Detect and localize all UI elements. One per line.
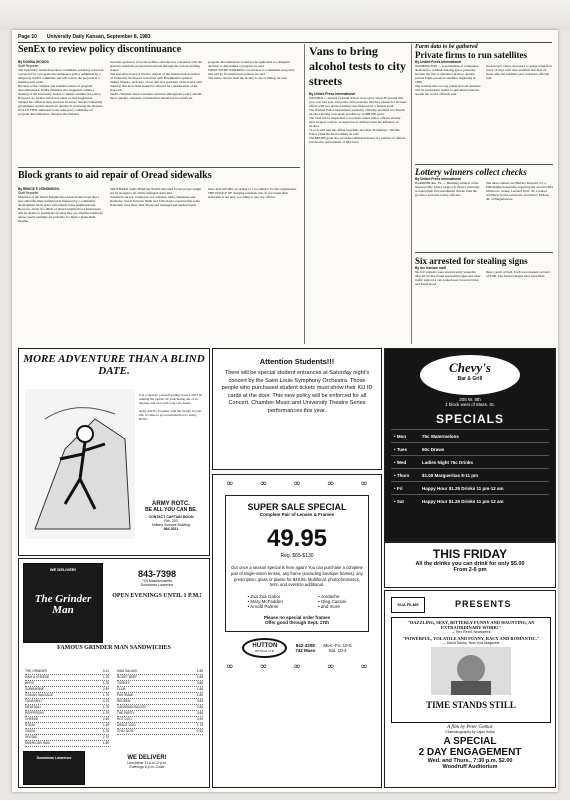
menu-item-price: 1.85 [196,693,203,697]
sidewalk-text3: SOUTHARD SAID THAT the $5,000 allocated for the project might not be enough to fix all the damaged sidewalks. [110,187,202,195]
special-row [391,442,549,455]
farm-byline: By United Press International [415,60,461,64]
friday-time: From 2-6 pm [453,567,487,573]
menu-item [25,741,109,747]
menu-item-price: 1.85 [196,687,203,691]
army-tagline: BE ALL YOU CAN BE. [145,507,197,513]
special-day: • Fri [394,485,403,491]
designers-right [318,594,346,609]
grinder-delivery: WE DELIVER! [127,755,167,761]
menu-item-name: HAM SALAMI [117,669,137,673]
sidewalk-col-2 [110,187,202,337]
senex-col2-text1: associate professor of social welfare, said she was concerned with the speed in which the proposal had moved through the various drafting stages. [110,60,202,72]
army-copy: Can a superior yourself getting down a cliff? Or running the rapids? Or parachuting out of an airplane and over with your own hands. [139,393,203,406]
menu-item-price: 1.75 [102,729,109,733]
menu-item-price: 1.75 [196,723,203,727]
special-row [391,429,549,442]
menu-item-price: 1.75 [102,711,109,715]
sale-price: 49.95 [266,525,328,552]
menu-item-name: STEAK [25,723,36,727]
chevys-ad [384,348,556,542]
special-deal: Happy Hour $1.25 Drinks 11 pm-12 am [422,485,504,491]
column-divider [304,44,305,344]
notice-body: There will be special student entrances at Saturday night's concert by the Saint Louis Symphony Orchestra. Those people who purchased student tickets must show their KU ID cards at the door. This new policy will be enforced for all Concert, Chamber Music and University Theatre Series performances this year. [221,370,373,414]
menu-item-name: PEPPERONI [25,711,44,715]
designer-name: • Zsa Zsa Gabor [247,594,281,600]
menu-item-name: CHEESE [25,717,39,721]
menu-item-name: PASTRAMI [117,693,134,697]
hutton-hours2: Sat. 10-4 [328,648,347,654]
sale-note2: Offer good through Sept. 17th [265,620,329,626]
menu-item-name: CANADIAN BACON [117,705,146,709]
hutton-logo [242,638,287,658]
menu-item-price: 3.88 [196,681,203,685]
alcohol-byline: By United Press International [309,92,355,96]
menu-item-price: 1.50 [196,729,203,733]
newspaper-page [12,30,558,792]
special-day: • Wed [394,459,407,465]
signs-headline: Six arrested for stealing signs [415,256,528,266]
army-rotc-ad [18,348,210,556]
hutton-hours: Mon.-Fri. 10-5 [323,643,352,649]
sidewalk-text5: more than $10,000, according to a coordinator for the organization. [208,187,297,191]
sidewalk-byline: By BRUCE F. HONOMICHL [18,187,60,191]
sua-logo: SUA FILMS [391,597,425,613]
special-row [391,468,549,481]
grinder-lunch: Lunchtime 11 a.m.-2 p.m. [127,761,167,765]
film-quote1: "DAZZLING, SEXY, BITTERLY FUNNY AND HAUNTING, AN EXTRAORDINARY WORK!" [407,620,535,630]
grinder-logo [23,563,103,643]
friday-text: All the drinks you can drink for only $5.00 [415,561,525,567]
grinder-small-logo [23,751,85,785]
menu-item-name: TURKEY [117,681,130,685]
film-quote2-src: — David Denby, New York Magazine [442,641,500,645]
menu-item-name: GINGA [25,729,36,733]
farm-text2: The satellite data on crop yields and soil moisture will be particularly useful to agriculture interests around the world, officials said. [415,84,481,96]
grinder-hours: OPEN EVENINGS UNTIL 1 P.M.! [112,593,202,599]
chevys-address1: 205 W. 8th [459,397,481,402]
divider-line [415,164,553,165]
menu-item-price: 1.75 [102,693,109,697]
special-day: • Thurs [394,472,410,478]
special-deal: 50c Draws [422,446,445,452]
designer-name: • Jordache [318,594,340,600]
menu-item-price: 3.41 [102,669,109,673]
special-day: • Tues [394,446,407,452]
film-quote2: "POWERFUL, VOLATILE AND FUNNY, RACY AND ROMANTIC." [402,636,540,641]
menu-item-price: 1.49 [102,723,109,727]
sale-subhead: Complete Pair of Lenses & Frames [259,512,335,517]
sale-headline: SUPER SALE SPECIAL [247,502,347,512]
senex-col2-text3: Sidney Shapiro, professor of law and vice president of the board, said Tuesday that more time should be allowed for consideration of the proposal. [110,80,202,92]
menu-item-name: AMERICAN HAM [25,741,50,745]
chevys-name: Chevy's [449,360,491,375]
film-dates: Wed. and Thurs., 7:30 p.m. $2.00 [427,758,513,764]
senex-lead: The University Senate Executive Committee yesterday reviewed a proposal for a program discontinuance policy submitted by a temporary SenEx committee and will review the proposal at a meeting next week. [18,68,104,84]
film-title: TIME STANDS STILL [426,700,516,710]
army-contact: CONTACT CAPTAIN MOON [148,515,194,519]
sidewalk-text2: However, about two-thirds of Oread neighborhood landowners will be unable to participate because they are absentee landlords whose yearly earnings are probably too high to make them eligible. [18,207,103,223]
friday-title: THIS FRIDAY [432,547,508,561]
divider-line [18,167,300,168]
friday-special [384,542,556,588]
farm-headline: Private firms to run satellites [415,50,527,60]
farm-text1: WASHINGTON — A partnership of companies, dedicated to commercializing space yesterday became the first to announce plans to operate private Earth-resources satellites beginning in 1986. [415,64,479,84]
hutton-brand-sub: OPTICAL LTD. [254,649,275,654]
sale-note1: Please no special order frames [263,615,331,621]
sidewalk-text4: Southard's survey, conducted on Louisiana, Ohio, Tennessee and Kentucky streets between Ninth and 14th streets, reported that some sidewalks were more than 50 percent damaged and needed repair. [110,195,200,207]
page-number: Page 10 [18,34,37,40]
menu-item-price: 2.99 [102,687,109,691]
film-credit: A film by Peter Gothar [447,725,493,730]
farm-story [415,44,553,120]
special-row [391,494,549,507]
menu-item-price: 1.85 [102,741,109,745]
senex-para4: IN A LETTER addressed to the temporary committee on program discontinuance, Marylee Brochmann, [18,108,93,116]
lottery-byline: By United Press International [415,177,461,181]
film-ad [384,590,556,788]
menu-item-price: 3.75 [102,699,109,703]
menu-item [117,729,203,735]
menu-item-price: 1.88 [196,675,203,679]
film-presents: PRESENTS [455,599,512,609]
grinder-badge: WE DELIVER! [49,567,77,572]
special-deal: 75c Watermelons [422,433,459,439]
special-deal: $1.00 Margueritas 8-11 pm [422,472,479,478]
army-headline: MORE ADVENTURE THAN A BLIND DATE. [23,353,205,377]
symphony-notice [212,348,382,470]
menu-item-price: 0.99 [196,717,203,721]
senex-byline: By DONNA WOODS [18,60,49,64]
senex-col3-text1: program discontinuance would not be applicable to a Regents' decision to discontinue a program, he said. [208,60,290,68]
chevys-logo [420,355,520,395]
notice-headline: Attention Students!!! [259,357,335,366]
grinder-evening: Evenings 5 p.m.-Close [129,765,165,769]
film-special: A SPECIAL [443,736,497,747]
sidewalk-role: Staff Reporter [18,191,39,195]
menu-item-price: 1.85 [196,669,203,673]
designer-name: • Mary McFadden [247,599,283,605]
film-credit2: Cinematography by Lajos Koltai [445,730,495,734]
menu-item-name: SUBMARINE [25,687,44,691]
menu-item-name: HOT DOG [117,717,132,721]
grinder-logo-name: The Grinder Man [34,593,92,616]
lottery-text2: The three winners are Barbara Knoechi, 25, a Philadelphia housewife expecting her second child within two weeks; Leonard Wolf, 56, a retired bricklayer from Lewistown; and Nancy Molnar, 46, of Burgettstown. [486,181,553,201]
special-deal: Happy Hour $1.25 Drinks 11 pm-12 am [422,498,504,504]
menu-item-name: THE PARTY [117,711,135,715]
film-engagement: 2 DAY ENGAGEMENT [418,747,522,758]
grinder-menu-right [117,669,203,735]
senex-col-2 [110,60,202,165]
hutton-phone: 842-3208 [295,643,315,649]
menu-item-price: 3.85 [196,711,203,715]
grinder-menu-title: FAMOUS GRINDER MAN SANDWICHES [57,645,171,651]
grinder-address: 704 Massachusetts [141,579,173,583]
sidewalk-lead: Members of the Oread Neighborhood Association hope that a new sidewalk-improvement plan financed by a community development block grant will remedy these neighborhoods. [18,195,100,207]
glasses-border-top: ∞ ∞ ∞ ∞ ∞ [226,479,368,489]
sale-regular-price: Reg. $65-$130 [280,553,314,559]
menu-item-name: VEGGIE [25,735,38,739]
army-room: Rm. 203 [164,519,178,523]
menu-item-price: 2.75 [102,735,109,739]
menu-item-name: KRAUT DOG [117,723,136,727]
senex-col-3 [208,60,300,165]
menu-item-name: ROAST BEEF [117,675,138,679]
designers-left [248,594,283,609]
paper-title: University Daily Kansan, September 8, 1983 [46,34,151,40]
menu-item-name: HAM & CHEESE [25,675,50,679]
special-deal: Ladies Night 75c Drinks [422,459,474,465]
farm-kicker: Farm data to be gathered [415,44,478,50]
senex-story [18,44,300,55]
signs-text1: Six KU students were arrested early yesterday after KU police found speed-limit signs and other traffic signs in a van parked near Crescent Drive and Engel Road. [415,270,481,286]
special-row [391,481,549,494]
sidewalk-headline: Block grants to aid repair of Oread sidewalks [18,170,212,181]
menu-item-price: 2.85 [196,705,203,709]
hutton-optical-ad [212,474,382,788]
lottery-headline: Lottery winners collect checks [415,167,527,177]
menu-item-name: ITALIAN SAUSAGE [25,693,54,697]
designer-name: • and more [318,604,340,610]
army-phone: 864-3311 [163,527,179,531]
grinder-phone: 843-7398 [137,569,177,579]
army-brand: ARMY ROTC. [152,501,190,507]
designer-name: • Oleg Cassini [318,599,347,605]
chevys-address2: 1 block west of Mass. St. [445,402,495,407]
scanner-top-strip [0,0,570,30]
divider-line [415,252,553,253]
senex-col2-text4: SenEx chairman Jason Carothers said that although the policy should move quickly, adequate consideration should not be sacrificed. [110,92,202,100]
sidewalk-text6: THE POLICY OF charging residents who do not repair their sidewalks is not new, according to one city official. [208,191,288,199]
grinder-man-ad [18,558,210,788]
sidewalk-col-1 [18,187,104,337]
special-row [391,455,549,468]
senex-para2: Because of the complex and sensitive nature of program discontinuances, SenEx members also suggested calling a meeting of the University Senate to further examine the policy. However, no formal action was taken on that suggestion. [18,84,102,100]
signs-byline: By the Kansan staff [415,266,446,270]
grinder-small-corner: Downtown Lawrence [36,756,72,760]
chevys-name-sub: Bar & Grill [457,376,483,382]
sale-copy: Our once a season special is here again! You can purchase a complete pair of single-vision lenses, any frame (excluding boutique frames), any prescription, glass or plastic for $49.95. Multifocal, photochromatics, tints, and oversize additional. [231,565,363,588]
specials-list [391,429,549,507]
senex-col3-text2: WHAT WE'RE WORKING toward here is a statement and policy that will go for internal procedures, he said. [208,68,295,76]
menu-item-name: MEATBALL [25,705,42,709]
grinder-menu-left [25,669,109,747]
designer-list [230,594,364,609]
menu-item-price: 1.75 [102,681,109,685]
sidewalk-story [18,170,300,181]
climber-illustration [25,389,135,539]
menu-item-price: 1.75 [102,675,109,679]
glasses-border-bottom: ∞ ∞ ∞ ∞ ∞ [226,662,368,673]
menu-item-price: 3.85 [196,699,203,703]
hutton-address: 742 Mass [295,648,316,654]
film-venue: Woodruff Auditorium [442,764,498,770]
senex-col3-text3: The main concern from the faculty is one of timing, he said. [208,76,288,80]
menu-item-name: CLUB [117,687,126,691]
alcohol-story [309,44,407,344]
lottery-text1: HARRISBURG, Pa. — Beaming winners of the largest public lottery jackpot in history yesterday accepted their first installment checks from the governor and state lottery officials. [415,181,480,197]
sidewalk-col-3 [208,187,300,337]
specials-title: SPECIALS [435,412,504,426]
signs-text2: three counts of theft. Each was released on bond of $100. The formal charges have been filed. [486,270,550,278]
menu-item-price: 1.75 [102,705,109,709]
alcohol-text2: The Wichita Police Department yesterday officially unveiled two Breath Alcohol Testing vans made possible by an $88,000 grant. [309,108,405,116]
menu-item-name: REUBEN [117,699,131,703]
senex-col2-text2: The executive board of the KU chapter of the American Association of University Professors concurred with Brochmann's opinion. [110,72,200,80]
column-divider [411,44,412,344]
hutton-brand: HUTTON [252,643,278,650]
special-day: • Mon [394,433,407,439]
army-copy2: Army ROTC, Together with the faculty in your life, it's time to get an introduction to Army ROTC. [139,408,202,422]
page-header [18,32,552,43]
alcohol-lead: WICHITA — Arrests of drunk drivers were up by about 60 percent this year over last year, and police said yesterday that they planned to increase efforts with two alcohol-testing vans financed by a federal grant. [309,96,407,108]
special-day: • Sat [394,498,404,504]
army-building: Military Science Building [152,523,190,527]
menu-item-price: 2.45 [102,717,109,721]
senex-headline: SenEx to review policy discontinuance [18,44,182,55]
lottery-story [415,167,553,243]
menu-item-name: THE GRINDER [25,669,47,673]
grinder-area: Downtown Lawrence [140,583,174,587]
menu-item-name: CHILI DOG [117,729,134,733]
alcohol-text5: The $88,000 grant also provides additional money for salaries of officers involved in enforcement of DUI laws. [309,136,406,144]
film-quote1-src: — Rex Reed, Newsweek [451,630,491,634]
farm-text3: stereoscopic views, necessary to gauge water flow every 16 days with data available less than 24 hours after the satellites pass overhead, officials said. [486,64,553,80]
designer-name: • Arnold Palmer [247,604,279,610]
senex-para3: Several KU officials have stressed, however, that the University government system should act quickly in reviewing the measure. [18,100,104,108]
menu-item-name: HERO [25,681,35,685]
senex-role: Staff Reporter [18,64,39,68]
signs-story [415,256,553,324]
senex-col-1 [18,60,104,165]
alcohol-text3: The vans can be dispatched to locations where police officers already have stopped a driver on suspicion of driving under the influence of alcohol. [309,116,401,128]
menu-item-name: TUNA MELT [25,699,43,703]
alcohol-headline: Vans to bring alcohol tests to city streets [309,44,406,88]
film-portrait [431,647,511,695]
alcohol-text4: "It now will take the officer hopefully less than 30 minutes," Wichita Police Chief Richard LaMunyon said. [309,128,400,136]
film-poster [391,617,551,723]
